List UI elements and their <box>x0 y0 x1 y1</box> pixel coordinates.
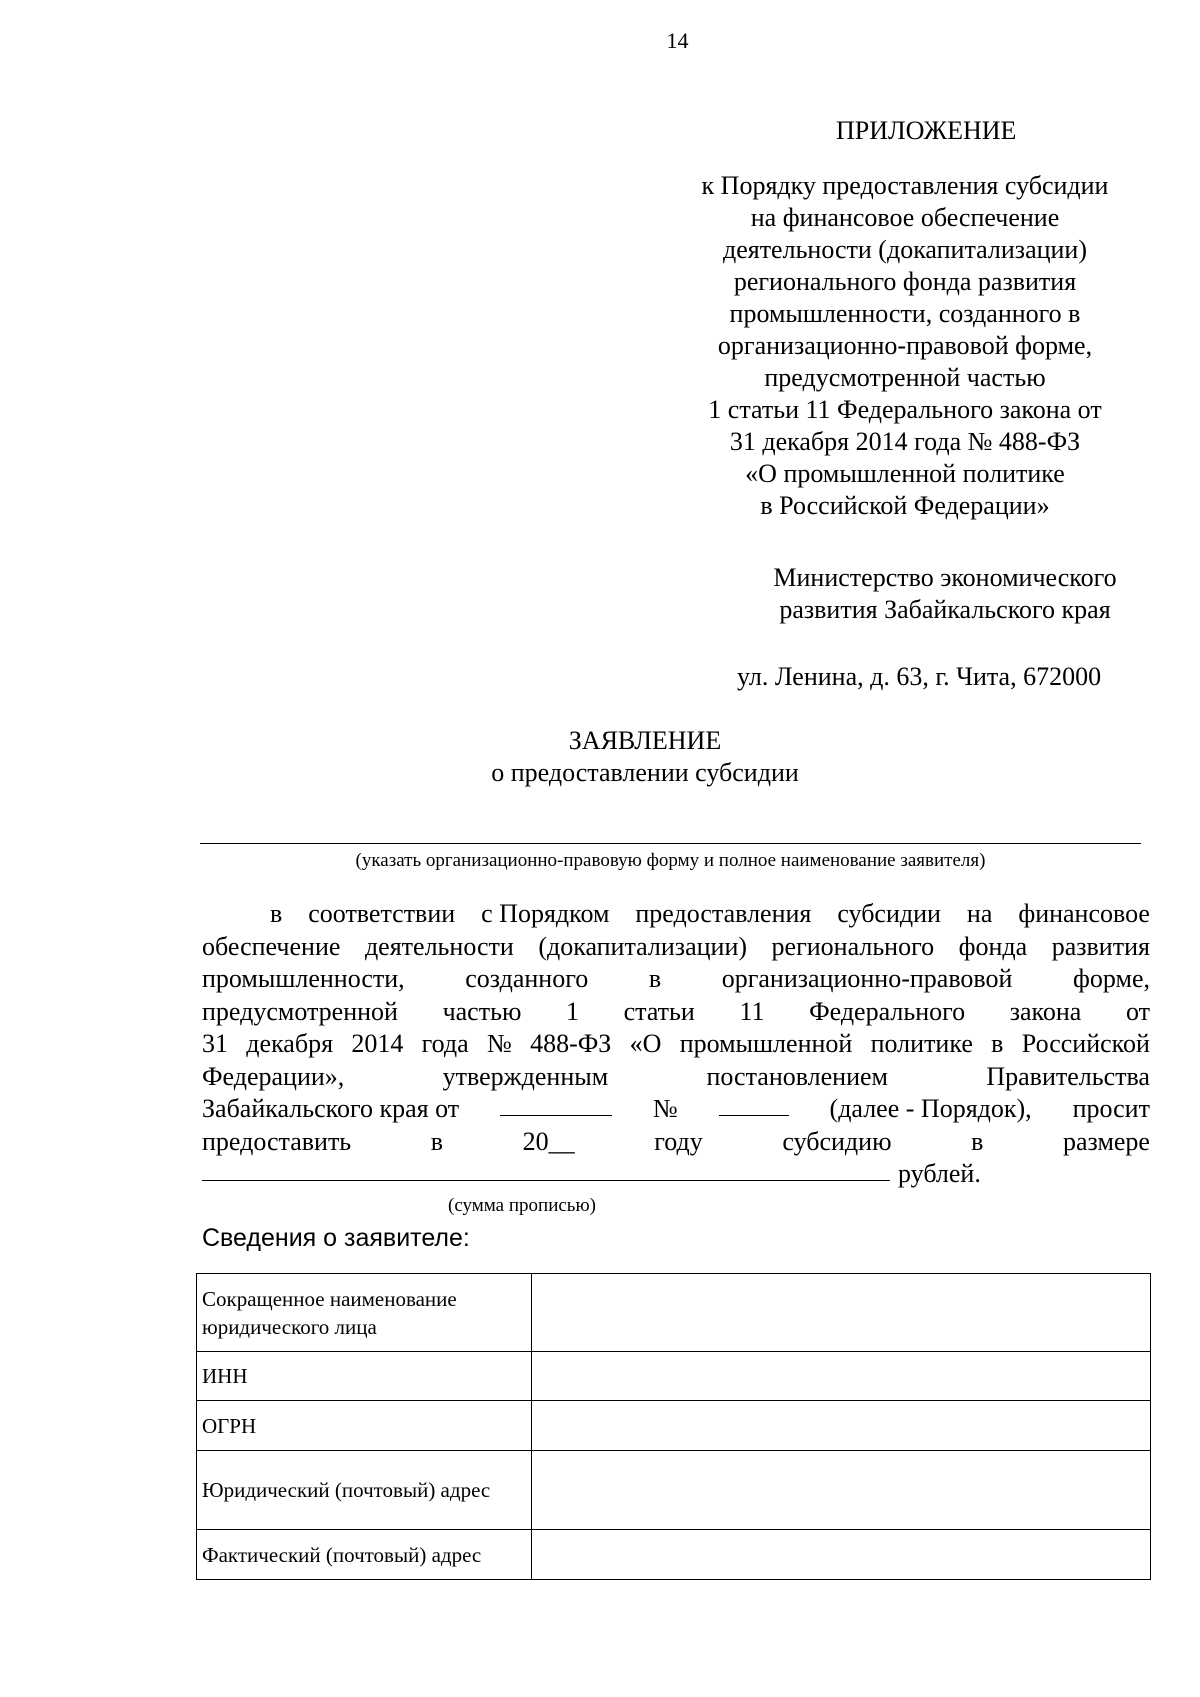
appendix-title: ПРИЛОЖЕНИЕ <box>836 116 1017 145</box>
appendix-line: в Российской Федерации» <box>760 491 1050 520</box>
row-label: Фактический (почтовый) адрес <box>197 1530 532 1580</box>
recipient-address: ул. Ленина, д. 63, г. Чита, 672000 <box>737 662 1102 691</box>
ministry-line: развития Забайкальского края <box>779 595 1111 624</box>
ministry-line: Министерство экономического <box>773 563 1117 592</box>
body-line: 31 декабря 2014 года № 488-ФЗ «О промышленной политике в Российской <box>202 1029 1150 1058</box>
decree-number-field[interactable] <box>719 1093 789 1116</box>
applicant-name-field[interactable] <box>200 843 1141 844</box>
appendix-line: 1 статьи 11 Федерального закона от <box>708 395 1102 424</box>
appendix-line: к Порядку предоставления субсидии <box>701 171 1109 200</box>
recipient-ministry <box>700 562 1190 626</box>
row-value-field[interactable] <box>532 1274 1151 1352</box>
decree-date-field[interactable] <box>500 1093 612 1116</box>
sum-hint: (сумма прописью) <box>448 1195 596 1216</box>
row-label: Сокращенное наименование юридического лица <box>197 1274 532 1352</box>
applicant-hint: (указать организационно-правовую форму и полное наименование заявителя) <box>355 850 986 871</box>
table-row <box>197 1451 1151 1530</box>
appendix-line: на финансовое обеспечение <box>750 203 1060 232</box>
body-line: предусмотренной частью 1 статьи 11 Федерального закона от <box>202 996 1150 1026</box>
table-row <box>197 1401 1151 1451</box>
appendix-line: деятельности (докапитализации) <box>722 235 1088 264</box>
row-label: ИНН <box>197 1352 532 1401</box>
appendix-line: промышленности, созданного в <box>729 299 1081 328</box>
statement-body <box>202 898 1150 1191</box>
body-line: Забайкальского края от № (далее - Порядок), просит <box>202 1094 1150 1123</box>
body-line: предоставить в 20__ году субсидию в размере <box>202 1126 1150 1159</box>
body-line: обеспечение деятельности (докапитализации) регионального фонда развития <box>202 931 1150 961</box>
statement-title: ЗАЯВЛЕНИЕ <box>568 726 722 755</box>
body-line: промышленности, созданного в организационно-правовой форме, <box>202 964 1150 993</box>
body-line: в соответствии с Порядком предоставления субсидии на финансовое <box>270 899 1150 928</box>
row-label: Юридический (почтовый) адрес <box>197 1451 532 1530</box>
appendix-line: 31 декабря 2014 года № 488-ФЗ <box>729 427 1081 456</box>
year-field[interactable]: 20__ <box>522 1126 575 1156</box>
table-row <box>197 1274 1151 1352</box>
table-row <box>197 1530 1151 1580</box>
sum-in-words-field[interactable] <box>202 1158 890 1181</box>
body-line: рублей. <box>202 1158 1150 1191</box>
applicant-info-heading: Сведения о заявителе: <box>202 1224 470 1252</box>
page-number: 14 <box>666 28 689 53</box>
appendix-line: «О промышленной политике <box>745 459 1065 488</box>
appendix-reference <box>660 170 1150 522</box>
row-value-field[interactable] <box>532 1530 1151 1580</box>
row-value-field[interactable] <box>532 1401 1151 1451</box>
row-label: ОГРН <box>197 1401 532 1451</box>
applicant-info-table <box>196 1273 1151 1580</box>
table-row <box>197 1352 1151 1401</box>
body-line: Федерации», утвержденным постановлением Правительства <box>202 1061 1150 1091</box>
appendix-line: регионального фонда развития <box>733 267 1077 296</box>
appendix-line: предусмотренной частью <box>764 363 1046 392</box>
statement-subtitle: о предоставлении субсидии <box>491 758 799 787</box>
row-value-field[interactable] <box>532 1451 1151 1530</box>
appendix-line: организационно-правовой форме, <box>717 331 1093 360</box>
row-value-field[interactable] <box>532 1352 1151 1401</box>
